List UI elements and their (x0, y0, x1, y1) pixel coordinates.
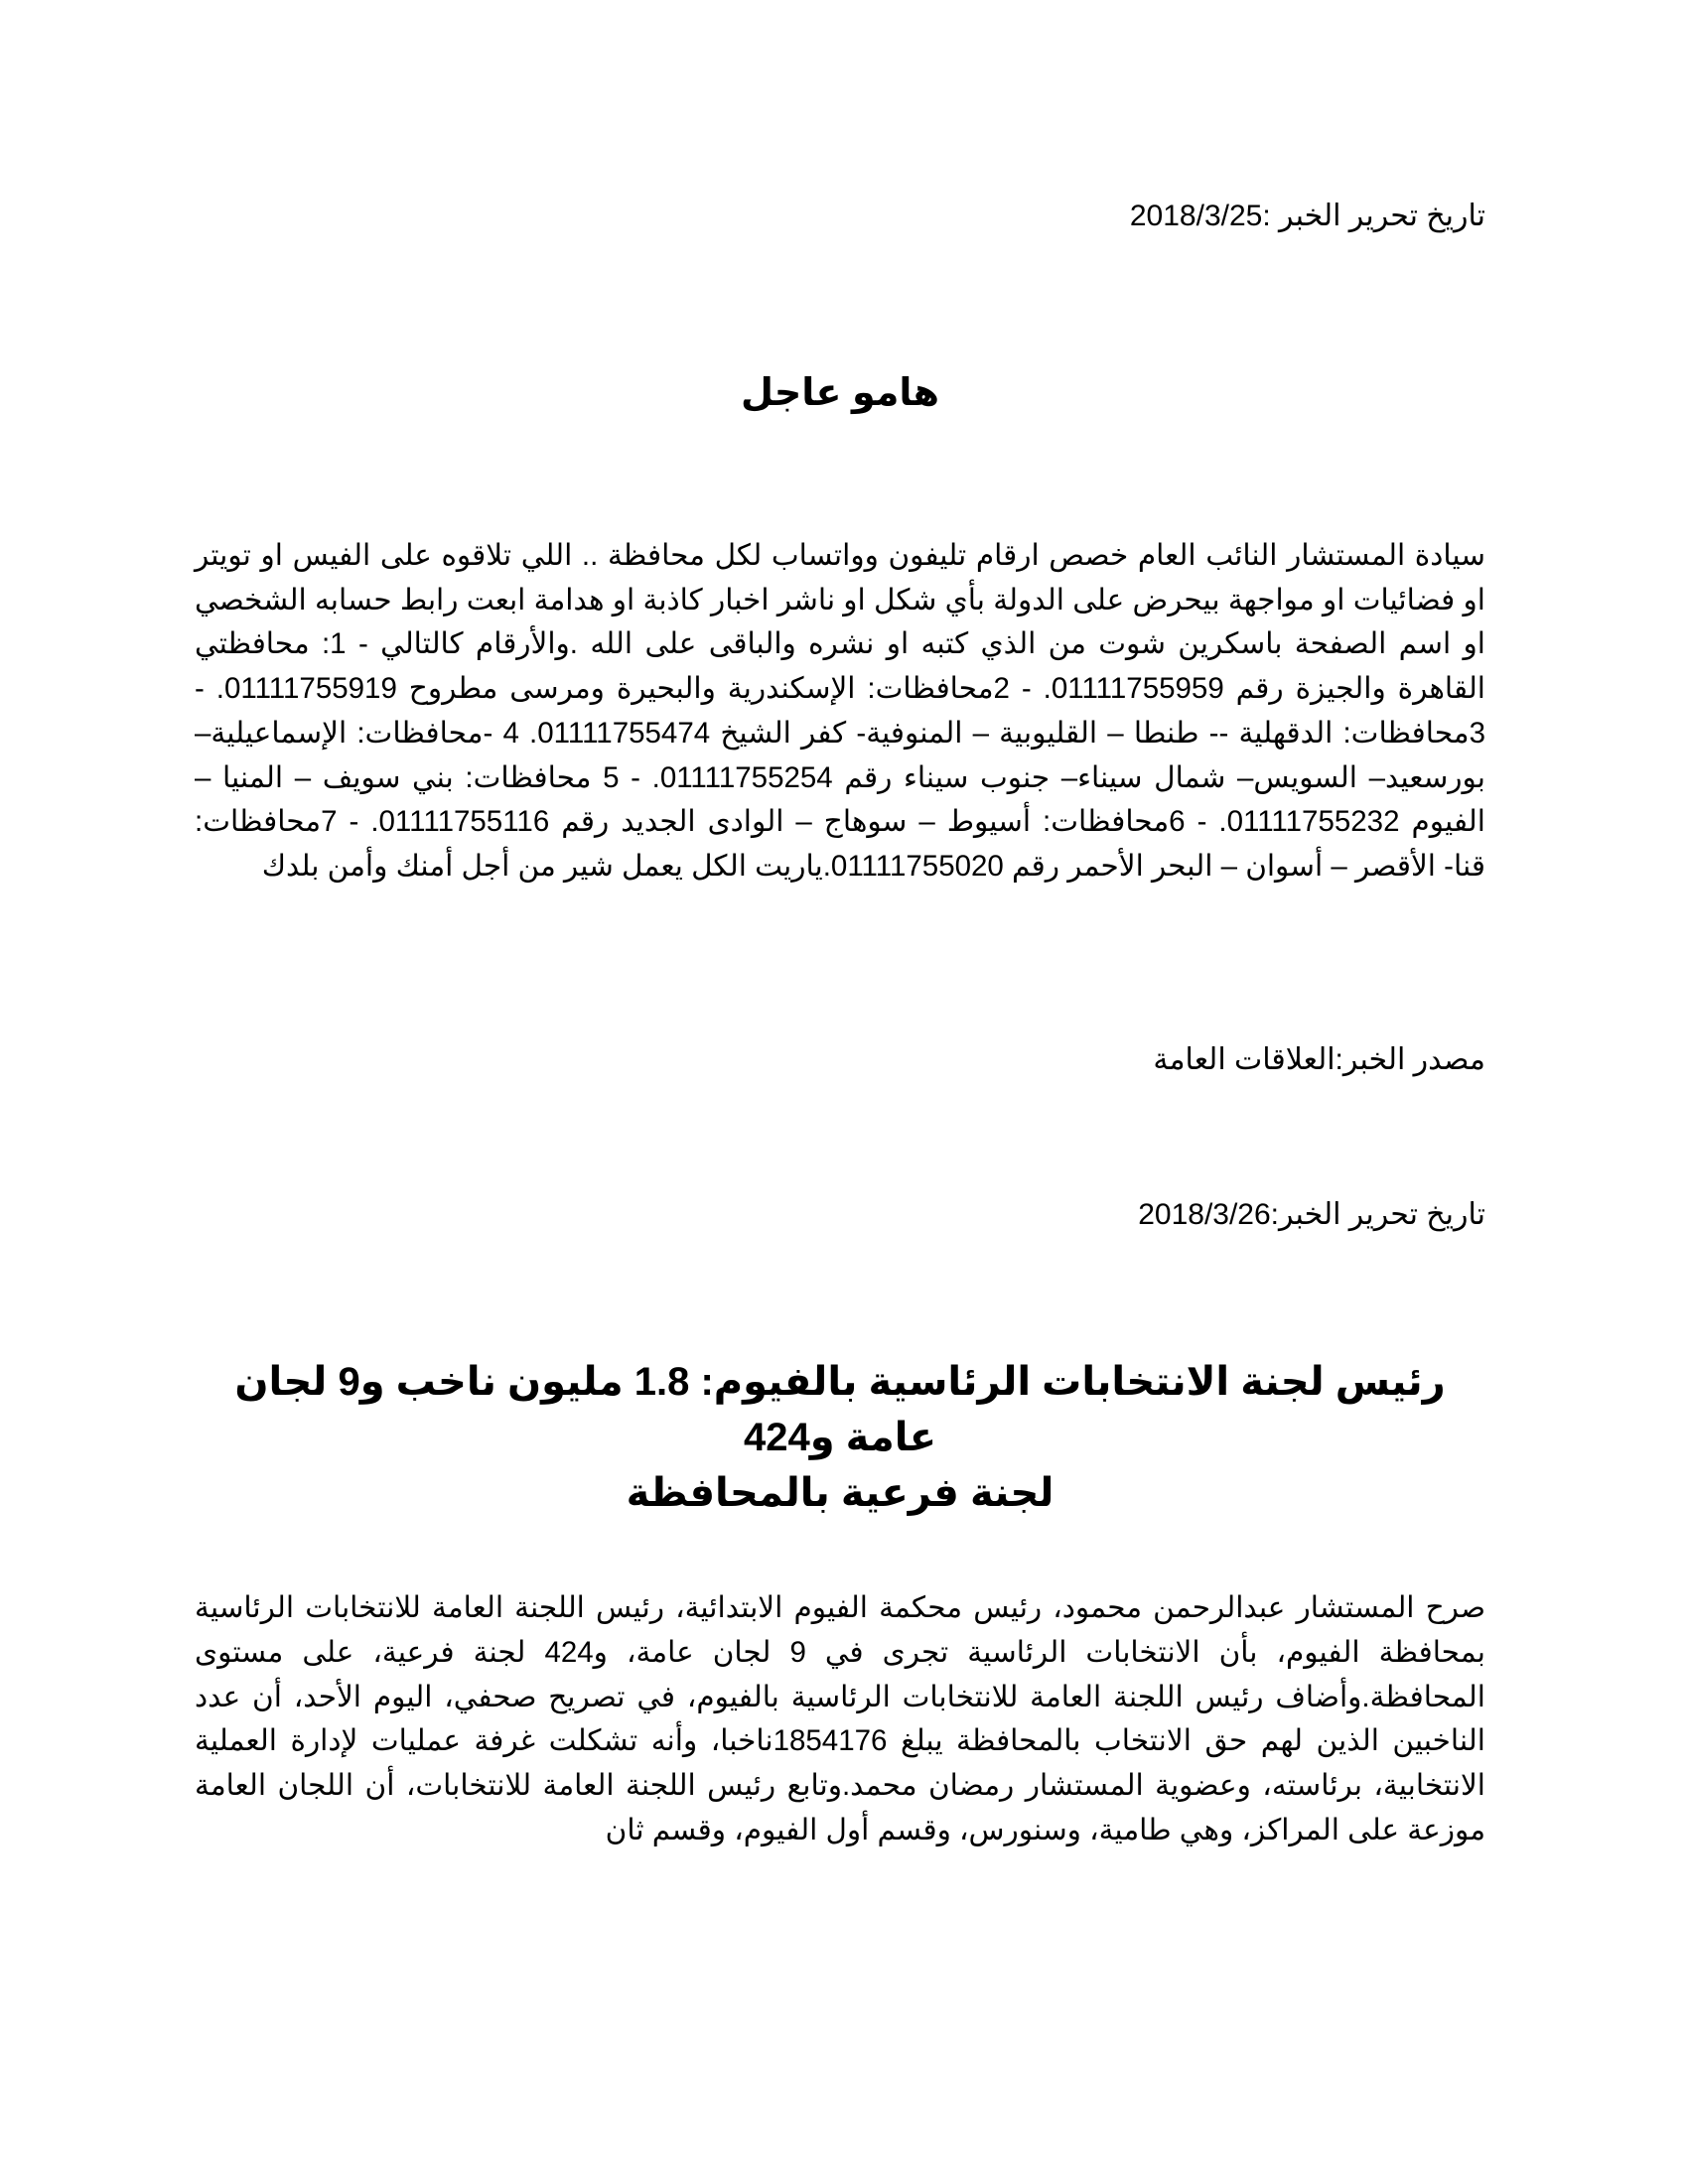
article2-body: صرح المستشار عبدالرحمن محمود، رئيس محكمة الفيوم الابتدائية، رئيس اللجنة العامة للانتخابات الرئاسية بمحافظة الفيوم، بأن الانتخابات الرئاسية تجرى في 9 لجان عامة، و424 لجنة فرعية، على مستوى المحافظة.وأضاف رئيس اللجنة العامة للانتخابات الرئاسية بالفيوم، في تصريح صحفي، اليوم الأحد، أن عدد الناخبين الذين لهم حق الانتخاب بالمحافظة يبلغ 1854176ناخبا، وأنه تشكلت غرفة عمليات لإدارة العملية الانتخابية، برئاسته، وعضوية المستشار رمضان محمد.وتابع رئيس اللجنة العامة للانتخابات، أن اللجان العامة موزعة على المراكز، وهي طامية، وسنورس، وقسم أول الفيوم، وقسم ثان (195, 1591, 1485, 1846)
article2-headline (195, 1354, 1485, 1521)
article1-headline: هامو عاجل (740, 372, 940, 414)
article2-date-line: تاريخ تحرير الخبر:2018/3/26 (1138, 1198, 1485, 1231)
article1-date-line: تاريخ تحرير الخبر :2018/3/25 (1129, 200, 1485, 232)
article2-headline-line2: لجنة فرعية بالمحافظة (626, 1471, 1055, 1515)
article1-body: سيادة المستشار النائب العام خصص ارقام تليفون وواتساب لكل محافظة .. اللي تلاقوه على الفيس او تويتر او فضائيات او مواجهة بيحرض على الدولة بأي شكل او ناشر اخبار كاذبة او هدامة ابعت رابط حسابه الشخصي او اسم الصفحة باسكرين شوت من الذي كتبه او نشره والباقى على الله .والأرقام كالتالي - 1: محافظتي القاهرة والجيزة رقم 01111755959. - 2محافظات: الإسكندرية والبحيرة ومرسى مطروح 01111755919. - 3محافظات: الدقهلية -- طنطا – القليوبية – المنوفية- كفر الشيخ 01111755474. 4 -محافظات: الإسماعيلية– بورسعيد– السويس– شمال سيناء– جنوب سيناء رقم 01111755254. - 5 محافظات: بني سويف – المنيا – الفيوم 01111755232. - 6محافظات: أسيوط – سوهاج – الوادى الجديد رقم 01111755116. - 7محافظات: قنا- الأقصر – أسوان – البحر الأحمر رقم 01111755020.ياريت الكل يعمل شير من أجل أمنك وأمن بلدك (195, 539, 1486, 883)
article1-source-line: مصدر الخبر:العلاقات العامة (1153, 1043, 1485, 1076)
article2-headline-line1: رئيس لجنة الانتخابات الرئاسية بالفيوم: 1.8 مليون ناخب و9 لجان عامة و424 (234, 1360, 1446, 1459)
